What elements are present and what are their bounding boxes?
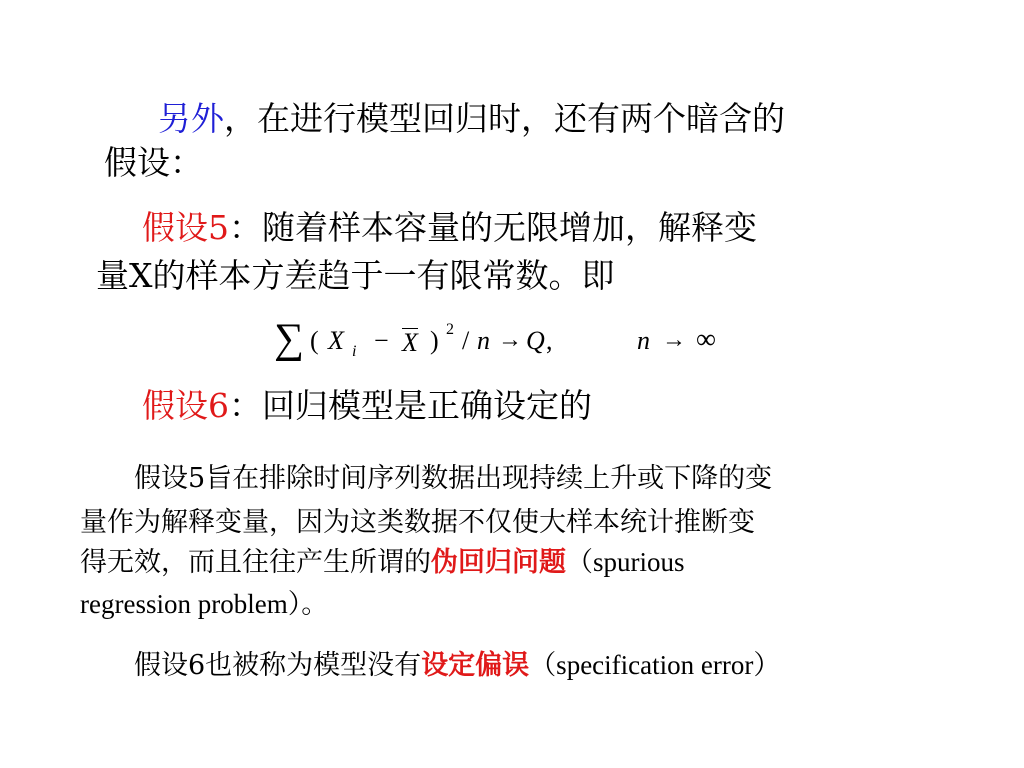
formula-minus: − (374, 326, 389, 355)
assumption5-label: 假设5 (142, 208, 229, 247)
specification-error-term: 设定偏误 (421, 650, 530, 681)
formula-comma: , (546, 326, 553, 355)
formula-infinity: ∞ (696, 324, 716, 355)
para2-line (134, 652, 780, 679)
formula-n2: n (637, 326, 650, 355)
para1-line-4-text: regression problem）。 (80, 589, 329, 619)
assumption5-text2: 量X的样本方差趋于一有限常数。即 (96, 256, 615, 295)
assumption6-label: 假设6 (142, 386, 229, 425)
formula-xbar: X (402, 328, 418, 357)
para2-b: （specification error） (529, 650, 781, 680)
formula-sub-i: i (352, 343, 357, 360)
formula-x: X (328, 326, 344, 355)
para2-a: 假设6也被称为模型没有 (134, 650, 422, 681)
assumption6-line (142, 386, 592, 425)
assumption6-text: 回归模型是正确设定的 (262, 386, 592, 425)
intro-lead: 另外 (158, 99, 224, 138)
assumption6-colon: ： (229, 386, 262, 425)
formula-sup2: 2 (446, 321, 454, 338)
assumption5-line-2 (96, 256, 615, 295)
formula-arrow: → (498, 327, 522, 353)
para1-line-2 (80, 509, 755, 536)
para1-line-1 (134, 465, 772, 492)
formula-lparen: ( (310, 326, 319, 355)
assumption5-text1: 随着样本容量的无限增加，解释变 (262, 208, 757, 247)
para1-line-4 (80, 591, 328, 618)
formula-rparen: ) (430, 326, 439, 355)
formula-sum: ∑ (274, 316, 304, 362)
intro-line-2-text: 假设： (104, 143, 203, 182)
para1-line-1-text: 假设5旨在排除时间序列数据出现持续上升或下降的变 (134, 463, 773, 494)
intro-rest: ，在进行模型回归时，还有两个暗含的 (224, 99, 785, 138)
para1-line-2-text: 量作为解释变量，因为这类数据不仅使大样本统计推断变 (80, 507, 755, 538)
formula-slash: / (462, 326, 470, 355)
assumption5-colon: ： (229, 208, 262, 247)
intro-line-2 (104, 143, 203, 182)
formula-arrow2: → (662, 327, 686, 353)
para1-line-3-b: （spurious (566, 547, 685, 577)
assumption5-line-1 (142, 208, 757, 247)
formula-q: Q (526, 326, 545, 355)
spurious-regression-term: 伪回归问题 (431, 547, 566, 578)
para1-line-3-a: 得无效，而且往往产生所谓的 (80, 547, 431, 578)
para1-line-3 (80, 549, 685, 576)
intro-line-1 (158, 99, 785, 138)
formula (270, 318, 740, 368)
formula-n: n (477, 326, 490, 355)
